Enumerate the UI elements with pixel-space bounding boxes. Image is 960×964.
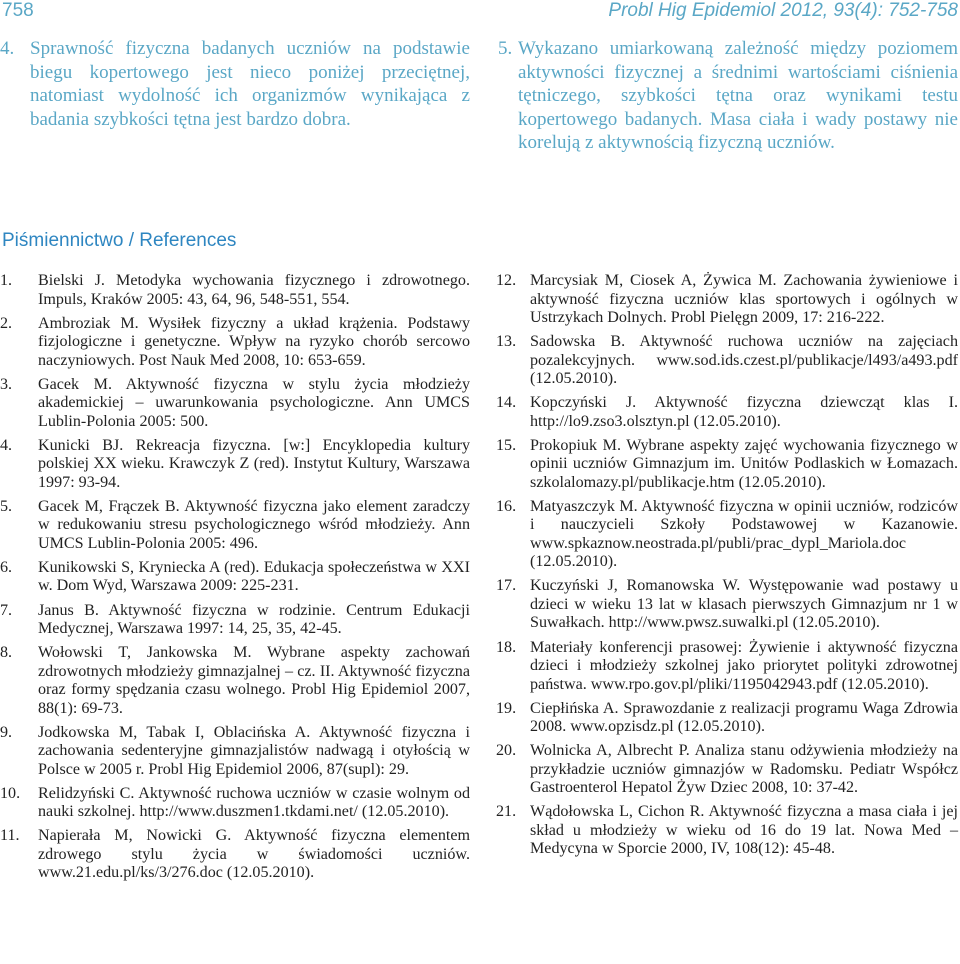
journal-citation: Probl Hig Epidemiol 2012, 93(4): 752-758: [608, 0, 958, 21]
reference-text: Prokopiuk M. Wybrane aspekty zajęć wychowania fizycznego w opinii uczniów Gimnazjum im. Unitów Podlaskich w Łomazach. szkolalomazy.pl/publikacje.htm (12.05.2010).: [530, 436, 958, 491]
reference-number: 4.: [0, 436, 13, 454]
conclusion-text: Wykazano umiarkowaną zależność między poziomem aktywności fizycznej a średnimi wartościami ciśnienia tętniczego, szybkości tętna oraz wynikami testu kopertowego badanych. Masa ciała i wady postawy nie korelują z aktywnością fizyczną uczniów.: [518, 38, 958, 153]
reference-item: [496, 742, 958, 798]
reference-number: 16.: [496, 497, 517, 515]
reference-item: [496, 803, 958, 859]
reference-text: Ambroziak M. Wysiłek fizyczny a układ krążenia. Podstawy fizjologiczne i genetyczne. Wpływ na ryzyko chorób sercowo naczyniowych. Post Nauk Med 2008, 10: 653-659.: [38, 314, 470, 369]
reference-number: 20.: [496, 742, 517, 760]
conclusion-number: 4.: [0, 38, 15, 59]
reference-number: 19.: [496, 699, 517, 717]
reference-item: [0, 272, 470, 309]
reference-number: 6.: [0, 558, 13, 576]
reference-number: 15.: [496, 436, 517, 454]
reference-text: Wolnicka A, Albrecht P. Analiza stanu odżywienia młodzieży na przykładzie uczniów gimnazjów w Radomsku. Pediatr Współcz Gastroenterol Hepatol Żyw Dziec 2008, 10: 37-42.: [530, 742, 958, 797]
reference-text: Wądołowska L, Cichon R. Aktywność fizyczna a masa ciała i jej skład u młodzieży w wieku od 16 do 19 lat. Nowa Med – Medycyna w Sporcie 2000, IV, 108(12): 45-48.: [530, 803, 958, 858]
references-heading: Piśmiennictwo / References: [2, 230, 237, 251]
reference-text: Ciepłińska A. Sprawozdanie z realizacji programu Waga Zdrowia 2008. www.opzisdz.pl (12.05.2010).: [530, 699, 958, 736]
reference-text: Kunicki BJ. Rekreacja fizyczna. [w:] Encyklopedia kultury polskiej XX wieku. Krawczyk Z (red). Instytut Kultury, Warszawa 1997: 93-94.: [38, 436, 470, 491]
reference-text: Gacek M. Aktywność fizyczna w stylu życia młodzieży akademickiej – uwarunkowania psychologiczne. Ann UMCS Lublin-Polonia 2005: 500.: [38, 375, 470, 430]
conclusion-item: [498, 37, 958, 155]
reference-text: Gacek M, Frączek B. Aktywność fizyczna jako element zaradczy w redukowaniu stresu psychologicznego wśród młodzieży. Ann UMCS Lublin-Polonia 2005: 496.: [38, 497, 470, 552]
reference-number: 8.: [0, 644, 13, 662]
reference-number: 17.: [496, 577, 517, 595]
reference-text: Materiały konferencji prasowej: Żywienie i aktywność fizyczna dzieci i młodzieży szkolnej jako priorytet polityki zdrowotnej państwa. www.rpo.gov.pl/pliki/1195042943.pdf (12.05.2010).: [530, 638, 958, 693]
reference-text: Kunikowski S, Kryniecka A (red). Edukacja społeczeństwa w XXI w. Dom Wyd, Warszawa 2009: 225-231.: [38, 558, 470, 595]
references-left-column: [0, 272, 470, 889]
reference-item: [0, 314, 470, 371]
reference-number: 21.: [496, 803, 517, 821]
reference-text: Janus B. Aktywność fizyczna w rodzinie. Centrum Edukacji Medycznej, Warszawa 1997: 14, 25, 35, 42-45.: [38, 601, 470, 638]
reference-text: Napierała M, Nowicki G. Aktywność fizyczna elementem zdrowego stylu życia w świadomości uczniów. www.21.edu.pl/ks/3/276.doc (12.05.2010).: [38, 827, 470, 882]
conclusion-text: Sprawność fizyczna badanych uczniów na podstawie biegu kopertowego jest nieco poniżej przeciętnej, natomiast wydolność ich organizmów wynikająca z badania szybkości tętna jest bardzo dobra.: [30, 38, 470, 130]
reference-number: 7.: [0, 601, 13, 619]
reference-text: Wołowski T, Jankowska M. Wybrane aspekty zachowań zdrowotnych młodzieży gimnazjalnej – cz. II. Aktywność fizyczna oraz formy spędzania czasu wolnego. Probl Hig Epidemiol 2007, 88(1): 69-73.: [38, 644, 470, 717]
reference-item: [0, 601, 470, 639]
reference-item: [496, 333, 958, 389]
reference-number: 18.: [496, 638, 517, 656]
reference-number: 2.: [0, 314, 13, 332]
reference-item: [496, 272, 958, 328]
reference-text: Kopczyński J. Aktywność fizyczna dziewcząt klas I. http://lo9.zso3.olsztyn.pl (12.05.2010).: [530, 394, 958, 430]
references-right-column: [496, 272, 958, 864]
reference-item: [0, 436, 470, 493]
reference-item: [0, 784, 470, 822]
reference-number: 10.: [0, 784, 21, 802]
reference-item: [496, 436, 958, 493]
reference-number: 13.: [496, 333, 517, 351]
reference-item: [496, 577, 958, 633]
reference-item: [0, 558, 470, 596]
reference-item: [0, 497, 470, 554]
reference-item: [0, 723, 470, 780]
conclusion-number: 5.: [498, 38, 513, 59]
reference-item: [496, 497, 958, 572]
reference-number: 5.: [0, 497, 13, 515]
reference-number: 12.: [496, 272, 517, 289]
reference-item: [0, 644, 470, 718]
reference-text: Bielski J. Metodyka wychowania fizycznego i zdrowotnego. Impuls, Kraków 2005: 43, 64, 96, 548-551, 554.: [38, 272, 470, 308]
reference-text: Sadowska B. Aktywność ruchowa uczniów na zajęciach pozalekcyjnych. www.sod.ids.czest.pl/publikacje/l493/a493.pdf (12.05.2010).: [530, 333, 958, 388]
reference-text: Kuczyński J, Romanowska W. Występowanie wad postawy u dzieci w wieku 13 lat w klasach pierwszych Gimnazjum nr 1 w Suwałkach. http://www.pwsz.suwalki.pl (12.05.2010).: [530, 577, 958, 632]
reference-number: 11.: [0, 827, 20, 845]
reference-number: 9.: [0, 723, 13, 741]
reference-text: Marcysiak M, Ciosek A, Żywica M. Zachowania żywieniowe i aktywność fizyczna uczniów klas sportowych i ogólnych w Ustrzykach Dolnych. Probl Pielęgn 2009, 17: 216-222.: [530, 272, 958, 326]
reference-text: Relidzyński C. Aktywność ruchowa uczniów w czasie wolnym od nauki szkolnej. http://www.duszmen1.tkdami.net/ (12.05.2010).: [38, 784, 470, 821]
reference-item: [496, 394, 958, 431]
conclusion-item: [0, 37, 470, 131]
reference-text: Matyaszczyk M. Aktywność fizyczna w opinii uczniów, rodziców i nauczycieli Szkoły Podstawowej w Kazanowie. www.spkaznow.neostrada.pl/publi/prac_dypl_Mariola.doc (12.05.2010).: [530, 497, 958, 571]
reference-number: 1.: [0, 272, 13, 289]
reference-item: [496, 638, 958, 695]
reference-number: 14.: [496, 394, 517, 412]
reference-text: Jodkowska M, Tabak I, Oblacińska A. Aktywność fizyczna i zachowania sedenteryjne gimnazjalistów nadwagą i otyłością w Polsce w 2005 r. Probl Hig Epidemiol 2006, 87(supl): 29.: [38, 723, 470, 778]
reference-number: 3.: [0, 375, 13, 393]
reference-item: [496, 699, 958, 737]
reference-item: [0, 375, 470, 432]
reference-item: [0, 827, 470, 883]
page-number: 758: [2, 0, 34, 21]
